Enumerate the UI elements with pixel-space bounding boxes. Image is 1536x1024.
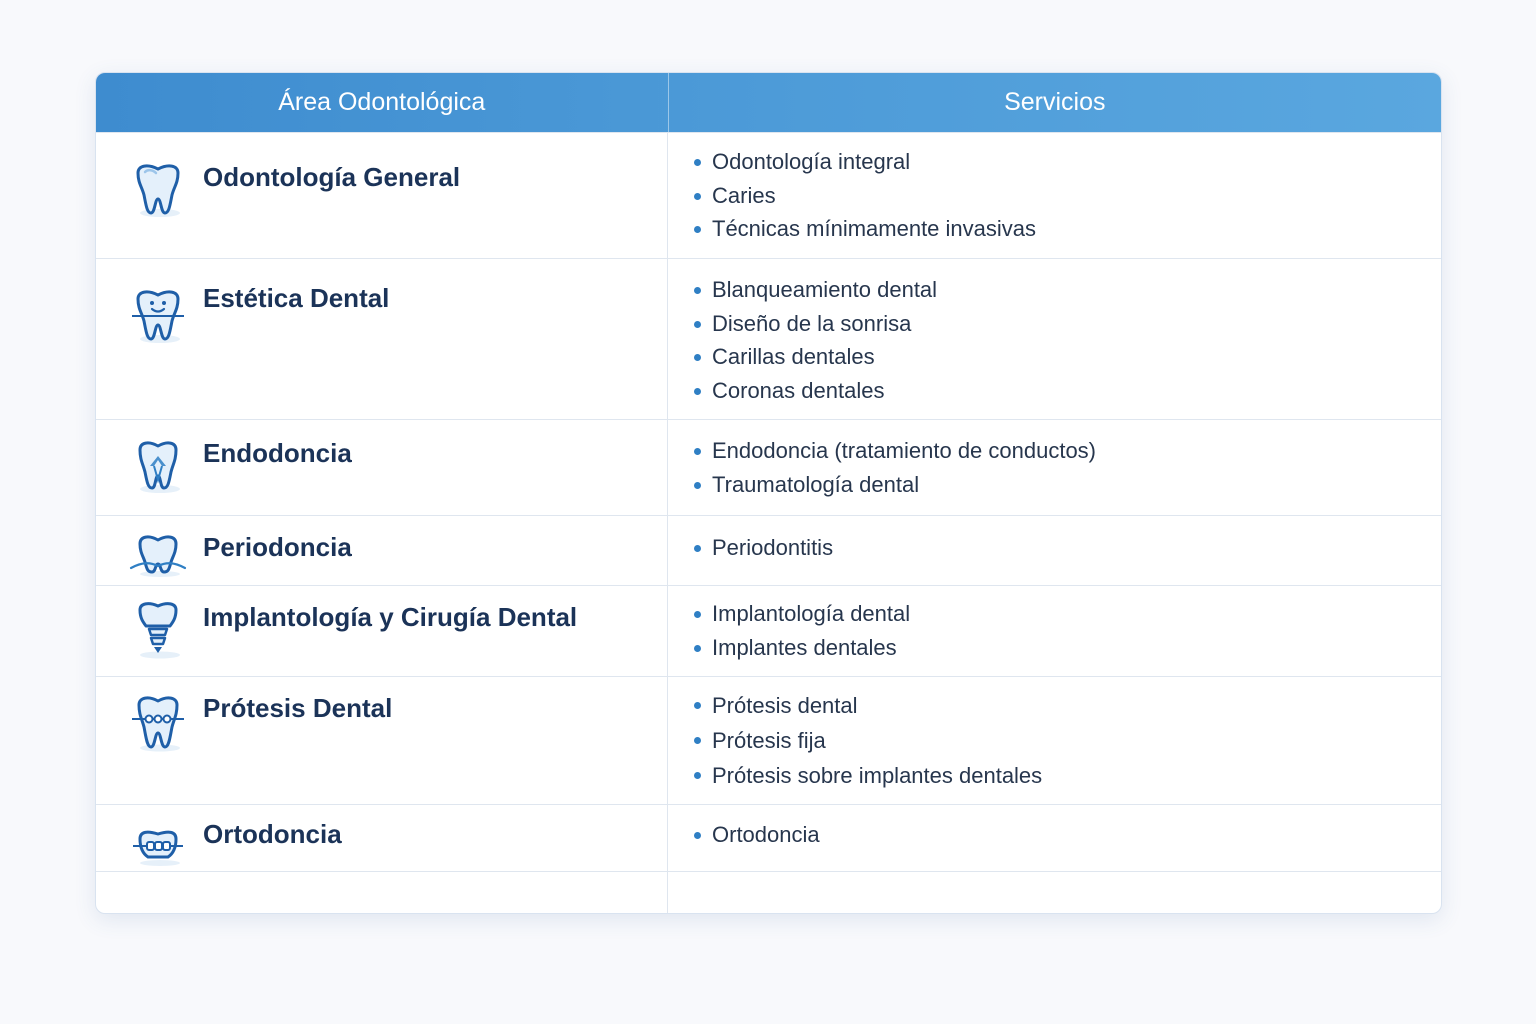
- area-name: Ortodoncia: [203, 819, 342, 849]
- area-name: Endodoncia: [203, 438, 352, 468]
- list-item: Coronas dentales: [693, 374, 1441, 408]
- services-table: [95, 72, 1442, 914]
- smiling-tooth-icon: [128, 285, 188, 345]
- tooth-icon: [128, 161, 188, 221]
- header-area: Área Odontológica: [96, 73, 669, 132]
- list-item: Ortodoncia: [693, 818, 1441, 852]
- table-row: [96, 515, 1441, 585]
- table-row: [96, 585, 1441, 676]
- braces-icon: [128, 813, 188, 873]
- tooth-root-canal-icon: [128, 436, 188, 496]
- services-list: [693, 531, 1441, 565]
- empty-row: [96, 871, 1441, 913]
- list-item: Prótesis dental: [693, 688, 1441, 723]
- area-name: Odontología General: [203, 162, 461, 192]
- list-item: Implantología dental: [693, 597, 1441, 631]
- services-list: [693, 597, 1441, 664]
- table-header: [96, 73, 1441, 132]
- table-row: [96, 804, 1441, 871]
- list-item: Prótesis sobre implantes dentales: [693, 758, 1441, 793]
- list-item: Endodoncia (tratamiento de conductos): [693, 434, 1441, 468]
- table-row: [96, 419, 1441, 515]
- services-list: [693, 688, 1441, 793]
- table-row: [96, 132, 1441, 258]
- area-name: Estética Dental: [203, 283, 390, 313]
- table-row: [96, 676, 1441, 804]
- dental-implant-icon: [128, 600, 188, 660]
- services-list: [693, 434, 1441, 501]
- dental-prosthesis-icon: [128, 693, 188, 753]
- list-item: Odontología integral: [693, 145, 1441, 179]
- services-list: [693, 273, 1441, 407]
- services-list: [693, 818, 1441, 852]
- area-name: Prótesis Dental: [203, 693, 393, 723]
- header-services: Servicios: [1004, 88, 1106, 116]
- list-item: Traumatología dental: [693, 468, 1441, 502]
- area-name: Periodoncia: [203, 532, 352, 562]
- table-row: [96, 258, 1441, 419]
- list-item: Técnicas mínimamente invasivas: [693, 212, 1441, 246]
- list-item: Caries: [693, 179, 1441, 213]
- list-item: Implantes dentales: [693, 631, 1441, 665]
- list-item: Prótesis fija: [693, 723, 1441, 758]
- services-list: [693, 145, 1441, 246]
- list-item: Blanqueamiento dental: [693, 273, 1441, 307]
- area-name: Implantología y Cirugía Dental: [203, 602, 578, 632]
- list-item: Carillas dentales: [693, 340, 1441, 374]
- tooth-gum-icon: [128, 526, 188, 586]
- list-item: Periodontitis: [693, 531, 1441, 565]
- list-item: Diseño de la sonrisa: [693, 307, 1441, 341]
